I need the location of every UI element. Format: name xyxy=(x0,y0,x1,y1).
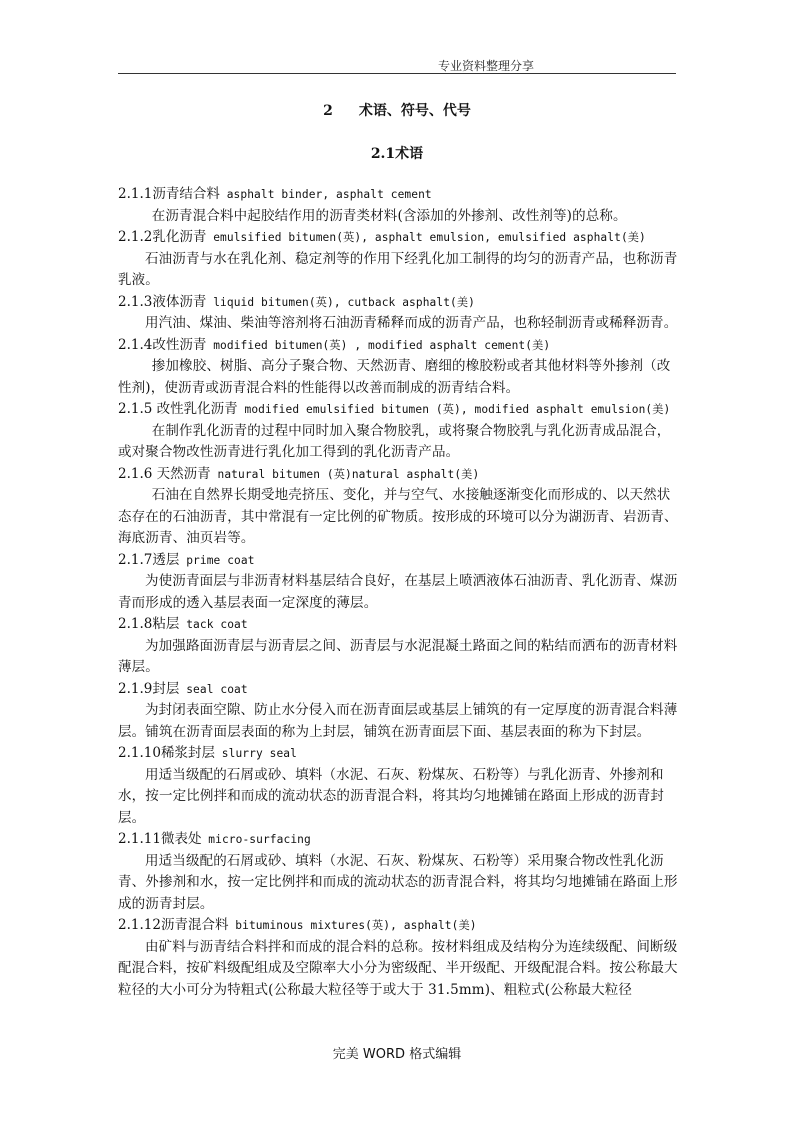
page-header: 专业资料整理分享 xyxy=(438,59,535,73)
term-english: natural bitumen (英)natural asphalt(美) xyxy=(210,467,480,481)
term-number-cn: 2.1.6 天然沥青 xyxy=(118,465,211,482)
term-item xyxy=(118,184,718,227)
term-item xyxy=(118,679,718,744)
term-heading xyxy=(118,227,718,249)
term-item xyxy=(118,335,718,400)
chapter-heading: 术语、符号、代号 xyxy=(358,103,471,119)
term-heading xyxy=(118,464,718,486)
term-english: emulsified bitumen(英), asphalt emulsion, emulsified asphalt(美) xyxy=(206,231,646,244)
term-definition: 为使沥青面层与非沥青材料基层结合良好，在基层上喷洒液体石油沥青、乳化沥青、煤沥青而形成的透入基层表面一定深度的薄层。 xyxy=(118,573,678,611)
chapter-title xyxy=(0,100,794,120)
term-definition: 掺加橡胶、树脂、高分子聚合物、天然沥青、磨细的橡胶粉或者其他材料等外掺剂（改性剂)，使沥青或沥青混合料的性能得以改善而制成的沥青结合料。 xyxy=(118,358,671,396)
term-heading xyxy=(118,614,718,636)
term-number-cn: 2.1.11微表处 xyxy=(118,831,202,847)
term-number-cn: 2.1.4改性沥青 xyxy=(118,336,207,353)
terms-body xyxy=(118,184,718,1001)
term-english: seal coat xyxy=(179,682,248,696)
term-heading xyxy=(118,184,718,206)
term-english: tack coat xyxy=(179,618,248,631)
term-number-cn: 2.1.3液体沥青 xyxy=(118,293,207,310)
term-definition: 石油沥青与水在乳化剂、稳定剂等的作用下经乳化加工制得的均匀的沥青产品，也称沥青乳液。 xyxy=(118,250,678,288)
term-english: prime coat xyxy=(179,553,255,567)
term-number-cn: 2.1.8粘层 xyxy=(118,616,180,632)
term-heading xyxy=(118,399,718,421)
term-english: micro-surfacing xyxy=(201,833,311,846)
header-rule xyxy=(118,73,676,74)
term-item xyxy=(118,915,718,1001)
term-item xyxy=(118,743,718,829)
term-item xyxy=(118,399,718,464)
term-english: asphalt binder, asphalt cement xyxy=(219,188,432,201)
term-number-cn: 2.1.12沥青混合料 xyxy=(118,917,229,933)
term-number-cn: 2.1.2乳化沥青 xyxy=(118,229,207,245)
section-title: 2.1术语 xyxy=(370,146,424,162)
term-number-cn: 2.1.7透层 xyxy=(118,551,180,568)
term-english: bituminous mixtures(英), asphalt(美) xyxy=(228,919,477,932)
term-number-cn: 2.1.9封层 xyxy=(118,680,180,697)
term-definition: 用适当级配的石屑或砂、填料（水泥、石灰、粉煤灰、石粉等）采用聚合物改性乳化沥青、外掺剂和水，按一定比例拌和而成的流动状态的沥青混合料，将其均匀地摊铺在路面上形成的沥青封层。 xyxy=(118,852,678,912)
page-footer: 完美 WORD 格式编辑 xyxy=(332,1047,462,1062)
term-definition: 在制作乳化沥青的过程中同时加入聚合物胶乳，或将聚合物胶乳与乳化沥青成品混合，或对聚合物改性沥青进行乳化加工得到的乳化沥青产品。 xyxy=(118,422,671,460)
term-definition: 在沥青混合料中起胶结作用的沥青类材料(含添加的外掺剂、改性剂等)的总称。 xyxy=(151,207,627,224)
term-item xyxy=(118,614,718,679)
term-number-cn: 2.1.1沥青结合料 xyxy=(118,186,220,202)
term-item xyxy=(118,550,718,615)
term-definition: 为封闭表面空隙、防止水分侵入而在沥青面层或基层上铺筑的有一定厚度的沥青混合料薄层。铺筑在沥青面层表面的称为上封层，铺筑在沥青面层下面、基层表面的称为下封层。 xyxy=(118,702,678,740)
term-english: modified bitumen(英) , modified asphalt cement(美) xyxy=(206,338,551,352)
term-number-cn: 2.1.5 改性乳化沥青 xyxy=(118,401,238,417)
term-definition: 石油在自然界长期受地壳挤压、变化，并与空气、水接触逐渐变化而形成的、以天然状态存在的石油沥青，其中常混有一定比例的矿物质。按形成的环境可以分为湖沥青、岩沥青、海底沥青、油页岩等。 xyxy=(118,487,678,546)
term-english: slurry seal xyxy=(214,747,297,760)
term-heading xyxy=(118,292,718,314)
term-heading xyxy=(118,679,718,701)
term-heading xyxy=(118,550,718,572)
term-item xyxy=(118,227,718,292)
term-definition: 用适当级配的石屑或砂、填料（水泥、石灰、粉煤灰、石粉等）与乳化沥青、外掺剂和水，按一定比例拌和而成的流动状态的沥青混合料，将其均匀地摊铺在路面上形成的沥青封层。 xyxy=(118,766,664,826)
term-item xyxy=(118,292,718,335)
term-item xyxy=(118,464,718,550)
term-heading xyxy=(118,829,718,851)
term-english: modified emulsified bitumen (英), modified asphalt emulsion(美) xyxy=(237,403,671,416)
term-definition: 为加强路面沥青层与沥青层之间、沥青层与水泥混凝土路面之间的粘结而洒布的沥青材料薄层。 xyxy=(118,637,678,675)
term-item xyxy=(118,829,718,915)
chapter-number: 2 xyxy=(323,103,333,119)
term-heading xyxy=(118,743,718,765)
term-definition: 用汽油、煤油、柴油等溶剂将石油沥青稀释而成的沥青产品，也称轻制沥青或稀释沥青。 xyxy=(145,315,678,331)
term-english: liquid bitumen(英), cutback asphalt(美) xyxy=(206,295,476,309)
term-heading xyxy=(118,335,718,357)
term-heading xyxy=(118,915,718,937)
term-definition: 由矿料与沥青结合料拌和而成的混合料的总称。按材料组成及结构分为连续级配、间断级配混合料，按矿料级配组成及空隙率大小分为密级配、半开级配、开级配混合料。按公称最大粒径的大小可分为特粗式(公称最大粒径等于或大于 31.5mm)、粗粒式(公称最大粒径 xyxy=(118,938,678,998)
term-number-cn: 2.1.10稀浆封层 xyxy=(118,745,215,761)
